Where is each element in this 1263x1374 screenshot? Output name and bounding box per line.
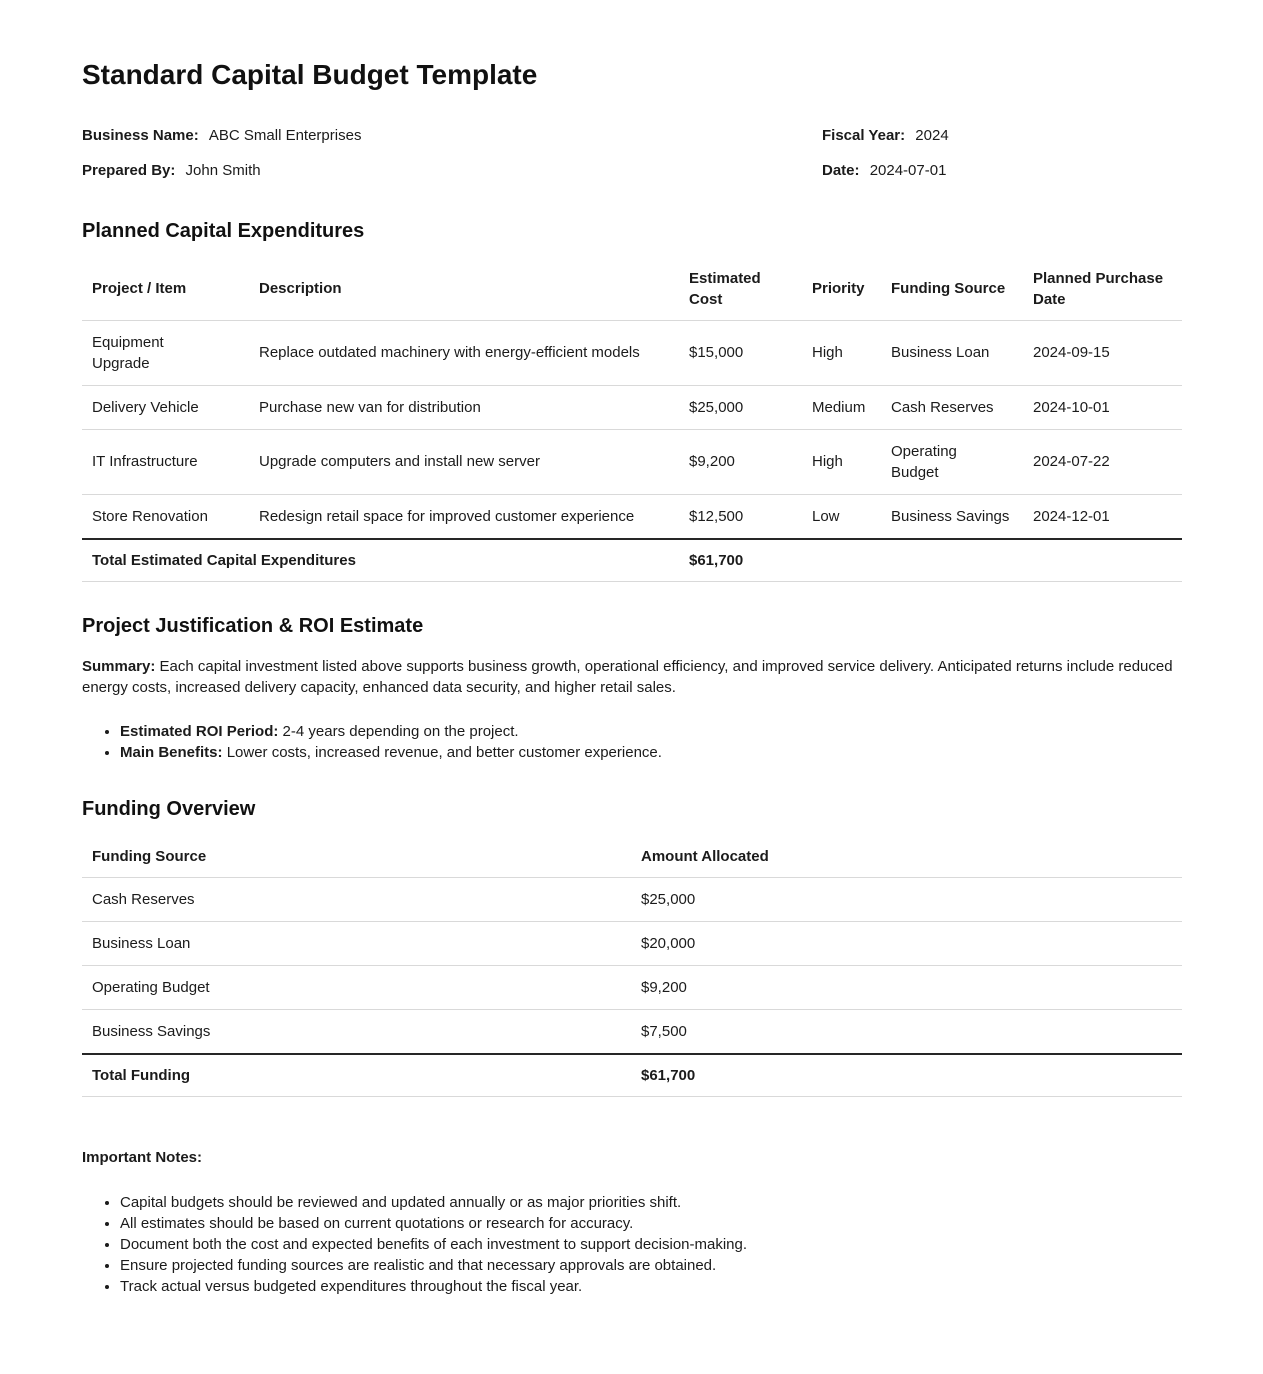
funding-row (82, 1009, 1182, 1054)
funding-row (82, 965, 1182, 1009)
column-header-cost: Estimated Cost (689, 269, 761, 308)
expenditures-total-value: $61,700 (689, 551, 744, 569)
cell-purchase-date: 2024-12-01 (1033, 507, 1110, 525)
cell-purchase-date: 2024-09-15 (1033, 344, 1110, 362)
cell-priority: High (812, 453, 843, 471)
note-item: • Capital budgets should be reviewed and updated annually or as major priorities shift. (120, 1192, 1182, 1213)
note-item: • Document both the cost and expected benefits of each investment to support decision-making. (120, 1234, 1182, 1255)
note-item: • Track actual versus budgeted expenditures throughout the fiscal year. (120, 1276, 1182, 1297)
main-benefits-bullet (120, 742, 1182, 764)
expenditures-header-row (82, 258, 1182, 321)
cell-amount: $7,500 (641, 1022, 687, 1040)
cell-cost: $9,200 (689, 453, 735, 471)
cell-project: Delivery Vehicle (92, 398, 199, 416)
cell-funding-source: Business Loan (891, 344, 990, 362)
section-heading-funding: Funding Overview (82, 797, 256, 820)
cell-source: Cash Reserves (92, 890, 195, 908)
cell-source: Operating Budget (92, 978, 210, 996)
summary-label: Summary: (82, 657, 156, 675)
cell-description: Redesign retail space for improved customer experience (259, 507, 635, 525)
funding-row (82, 877, 1182, 921)
funding-row (82, 921, 1182, 965)
funding-total-value: $61,700 (641, 1066, 696, 1084)
document-page (0, 58, 1263, 1312)
cell-project: Store Renovation (92, 507, 208, 525)
table-row (82, 385, 1182, 429)
cell-description: Purchase new van for distribution (259, 398, 481, 416)
cell-funding-source (881, 429, 1023, 494)
column-header-source: Funding Source (92, 847, 207, 865)
column-header-project: Project / Item (92, 280, 187, 298)
page-title: Standard Capital Budget Template (82, 59, 538, 90)
main-benefits-label: Main Benefits: (120, 744, 223, 762)
summary-paragraph (82, 656, 1182, 698)
notes-heading: Important Notes: (82, 1148, 202, 1166)
funding-table (82, 836, 1182, 1097)
prepared-by-value: John Smith (185, 161, 261, 179)
funding-total-label: Total Funding (92, 1066, 191, 1084)
roi-period-label: Estimated ROI Period: (120, 722, 279, 740)
column-header-priority: Priority (812, 280, 865, 298)
note-item: • All estimates should be based on current quotations or research for accuracy. (120, 1213, 1182, 1234)
notes-list (82, 1192, 1182, 1297)
cell-cost: $25,000 (689, 398, 744, 416)
cell-cost: $12,500 (689, 507, 744, 525)
cell-project-text: Equipment Upgrade (92, 333, 164, 372)
note-item: • Ensure projected funding sources are realistic and that necessary approvals are obtained. (120, 1255, 1182, 1276)
cell-description: Replace outdated machinery with energy-efficient models (259, 344, 640, 362)
expenditures-total-label: Total Estimated Capital Expenditures (92, 551, 356, 569)
cell-cost: $15,000 (689, 344, 744, 362)
expenditures-table (82, 258, 1182, 582)
cell-source: Business Loan (92, 934, 191, 952)
cell-amount: $9,200 (641, 978, 687, 996)
column-header-amount: Amount Allocated (641, 847, 769, 865)
business-name-value: ABC Small Enterprises (208, 126, 362, 144)
prepared-by-row (82, 160, 822, 181)
prepared-by-label: Prepared By: (82, 161, 176, 179)
fiscal-year-label: Fiscal Year: (822, 126, 906, 144)
funding-total-row (82, 1054, 1182, 1097)
roi-period-bullet (120, 721, 1182, 743)
cell-priority: High (812, 344, 843, 362)
date-label: Date: (822, 161, 860, 179)
funding-header-row (82, 836, 1182, 878)
date-value: 2024-07-01 (869, 161, 947, 179)
business-name-row (82, 125, 822, 146)
column-header-description: Description (259, 280, 342, 298)
fiscal-year-value: 2024 (915, 126, 949, 144)
cell-funding-source-text: Operating Budget (891, 442, 957, 481)
cell-purchase-date: 2024-07-22 (1033, 453, 1110, 471)
table-row (82, 320, 1182, 385)
cell-funding-source: Business Savings (891, 507, 1010, 525)
justification-bullet-list (82, 721, 1182, 764)
document-meta (82, 125, 1182, 181)
roi-period-text: 2-4 years depending on the project. (282, 722, 519, 740)
cell-project (82, 320, 249, 385)
cell-amount: $25,000 (641, 890, 696, 908)
business-name-label: Business Name: (82, 126, 199, 144)
table-row (82, 494, 1182, 539)
cell-amount: $20,000 (641, 934, 696, 952)
section-heading-justification: Project Justification & ROI Estimate (82, 614, 424, 637)
date-row (822, 160, 1182, 181)
section-heading-expenditures: Planned Capital Expenditures (82, 219, 365, 242)
main-benefits-text: Lower costs, increased revenue, and better customer experience. (226, 744, 662, 762)
column-header-funding-source: Funding Source (891, 280, 1006, 298)
expenditures-total-row (82, 539, 1182, 582)
summary-text: Each capital investment listed above supports business growth, operational efficiency, and improved service delivery. Anticipated returns include reduced energy costs, increased delivery capacity, enhanced data security, and higher retail sales. (82, 657, 1173, 696)
cell-priority: Low (812, 507, 840, 525)
cell-purchase-date: 2024-10-01 (1033, 398, 1110, 416)
cell-source: Business Savings (92, 1022, 211, 1040)
fiscal-year-row (822, 125, 1182, 146)
table-row (82, 429, 1182, 494)
cell-funding-source: Cash Reserves (891, 398, 994, 416)
cell-project: IT Infrastructure (92, 453, 198, 471)
column-header-purchase-date: Planned Purchase Date (1033, 269, 1164, 308)
cell-priority: Medium (812, 398, 866, 416)
cell-description: Upgrade computers and install new server (259, 453, 540, 471)
